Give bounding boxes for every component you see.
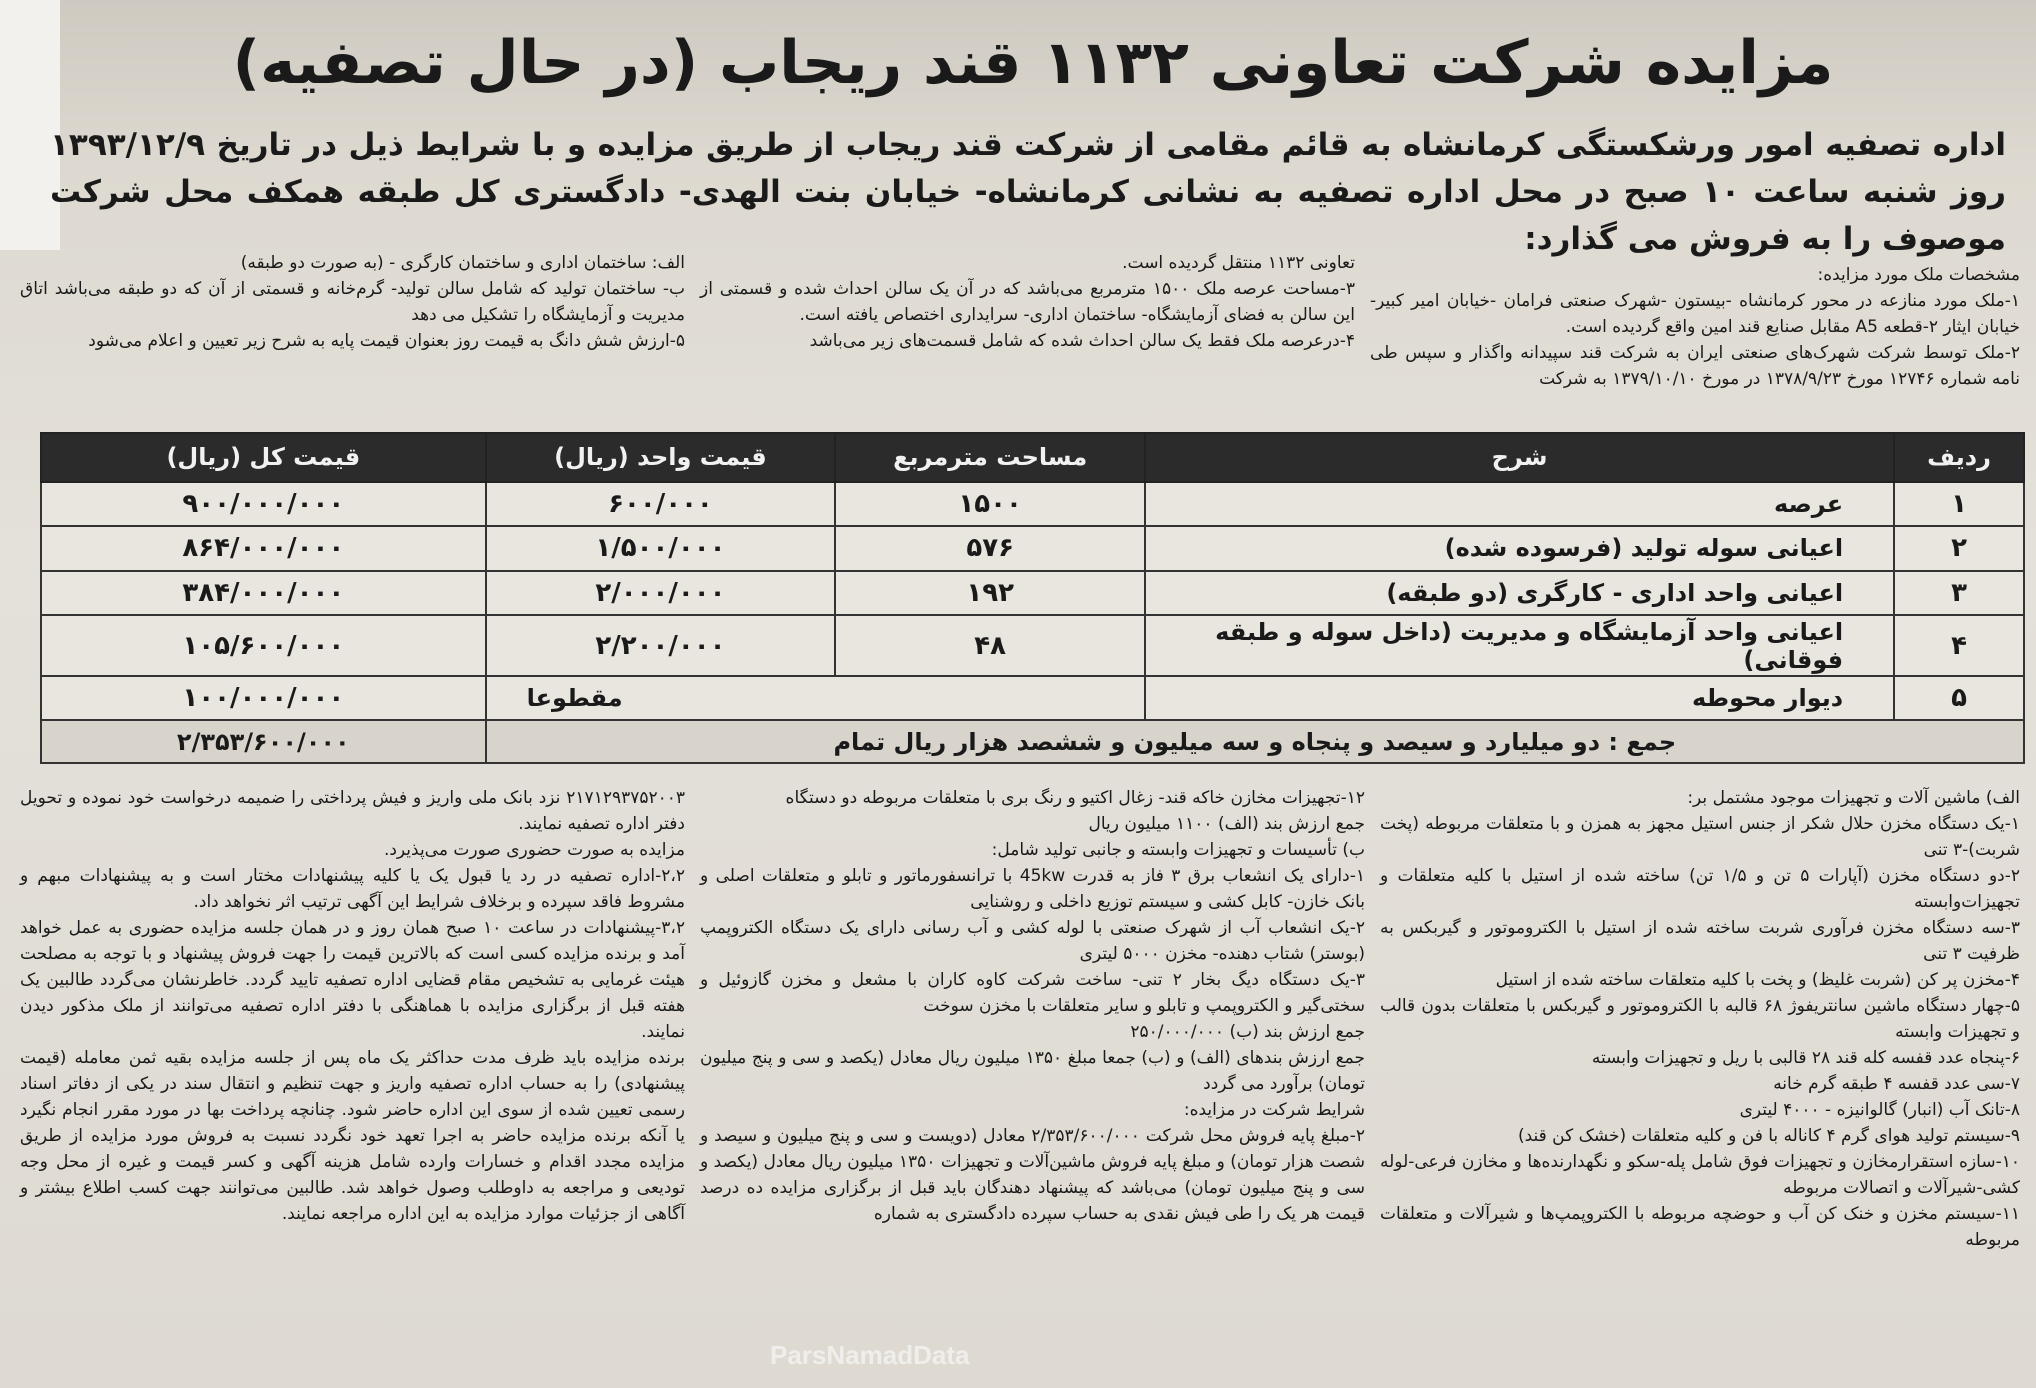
column-text: مشخصات ملک مورد مزایده: <box>1817 265 2020 285</box>
column-text: ۳-سه دستگاه مخزن فرآوری شربت ساخته شده از استیل با الکتروموتور و گیربکس به ظرفیت ۳ تنی <box>1380 918 2020 964</box>
header-cell: شرح <box>1145 433 1894 482</box>
column-text: ب) تأسیسات و تجهیزات وابسته و جانبی تولید شامل: <box>991 840 1365 860</box>
column-text: ۲،۲-اداره تصفیه در رد یا قبول یک یا کلیه پیشنهادات مختار است و به پیشنهادات مبهم و مشروط فاقد سپرده و برخلاف شرایط این آگهی ترتیب اثر نخواهد داد. <box>20 866 685 912</box>
column-text: ۱۲-تجهیزات مخازن خاکه قند- زغال اکتیو و رنگ بری با متعلقات مربوطه دو دستگاه <box>785 788 1365 808</box>
row-number: ۵ <box>1894 676 2024 721</box>
column-text: ۴-درعرصه ملک فقط یک سالن احداث شده که شامل قسمت‌های زیر می‌باشد <box>809 331 1355 351</box>
table-total-row <box>41 720 2024 763</box>
header-cell: قیمت کل (ریال) <box>41 433 486 482</box>
conditions-column <box>20 785 685 1227</box>
property-area-column <box>700 250 1355 354</box>
row-area: ۴۸ <box>835 615 1145 676</box>
column-text: الف: ساختمان اداری و ساختمان کارگری - (به صورت دو طبقه) <box>240 253 685 273</box>
column-text: ۹-سیستم تولید هوای گرم ۴ کاناله با فن و کلیه متعلقات (خشک کن قند) <box>1517 1126 2020 1146</box>
column-text: ۵-چهار دستگاه ماشین سانتریفوژ ۶۸ قالبه با الکتروموتور و گیربکس با متعلقات بدون قالب و تجهیزات وابسته <box>1380 996 2020 1042</box>
watermark: ParsNamadData <box>770 1340 970 1370</box>
column-text: ۳-مساحت عرصه ملک ۱۵۰۰ مترمربع می‌باشد که در آن یک سالن احداث شده و قسمتی از این سالن به فضای آزمایشگاه- ساختمان اداری- سرایداری اختصاص یافته است. <box>700 279 1355 325</box>
equipment-column <box>1380 785 2020 1253</box>
column-text: ۴-مخزن پر کن (شربت غلیظ) و پخت با کلیه متعلقات ساخته شده از استیل <box>1495 970 2020 990</box>
valuation-table <box>40 432 2025 764</box>
row-description: اعیانی سوله تولید (فرسوده شده) <box>1145 526 1894 571</box>
row-unit-price: ۶۰۰/۰۰۰ <box>486 482 836 527</box>
row-number: ۳ <box>1894 571 2024 616</box>
column-text: ۱۰-سازه استقرار‌مخازن و تجهیزات فوق شامل پله-سکو و نگهدارنده‌ها و مخازن فرعی-لوله کشی-شیرآلات و اتصالات مربوطه <box>1380 1152 2020 1198</box>
column-text: تعاونی ۱۱۳۲ منتقل گردیده است. <box>1122 253 1355 273</box>
column-text: جمع ارزش بند (ب) ۲۵۰/۰۰۰/۰۰۰ <box>1130 1022 1365 1042</box>
column-text: ۲-دو دستگاه مخزن (آپارات ۵ تن و ۱/۵ تن) ساخته شده از استیل با کلیه متعلقات و تجهیزات‌وابسته <box>1380 866 2020 912</box>
column-text: ب- ساختمان تولید که شامل سالن تولید- گرم‌خانه و قسمتی از آن که دو طبقه می‌باشد اتاق مدیریت و آزمایشگاه را تشکیل می دهد <box>20 279 685 325</box>
header-cell: مساحت مترمربع <box>835 433 1145 482</box>
row-number: ۲ <box>1894 526 2024 571</box>
property-specs-column <box>1370 262 2020 392</box>
column-text: برنده مزایده باید ظرف مدت حداکثر یک ماه پس از جلسه مزایده بقیه ثمن معامله (قیمت پیشنهادی) را به حساب اداره تصفیه واریز و جهت تنظیم و انتقال سند در یکی از دفاتر اسناد رسمی تعیین شده از سوی این اداره حاضر شود. چنانچه پرداخت بها در مورد مقرر انجام نگیرد یا آنکه برنده مزایده حاضر به اجرا تعهد خود نگردد نسبت به فروش مورد مزایده از طریق مزایده مجدد اقدام و خسارات وارده شامل هزینه آگهی و کسر قیمت و غیره از محل وجه تودیعی و مراجعه به داوطلب وصول خواهد شد. طالبین می‌توانند جهت کسب اطلاع بیشتر و آگاهی از جزئیات موارد مزایده به این اداره مراجعه نمایند. <box>20 1048 685 1224</box>
column-text: ۶-پنجاه عدد قفسه کله قند ۲۸ قالبی با ریل و تجهیزات وابسته <box>1591 1048 2020 1068</box>
header-cell: قیمت واحد (ریال) <box>486 433 836 482</box>
column-text: الف) ماشین آلات و تجهیزات موجود مشتمل بر: <box>1687 788 2020 808</box>
column-text: ۱-دارای یک انشعاب برق ۳ فاز به قدرت 45kw با ترانسفورماتور و تابلو و متعلقات اصلی و بانک خازن- کابل کشی و سیستم توزیع داخلی و روشنایی <box>700 866 1365 912</box>
column-text: جمع ارزش بند (الف) ۱۱۰۰ میلیون ریال <box>1088 814 1365 834</box>
row-total-price: ۸۶۴/۰۰۰/۰۰۰ <box>41 526 486 571</box>
column-text: مزایده به صورت حضوری صورت می‌پذیرد. <box>383 840 685 860</box>
row-description: عرصه <box>1145 482 1894 527</box>
column-text: جمع ارزش بندهای (الف) و (ب) جمعا مبلغ ۱۳۵۰ میلیون ریال معادل (یکصد و سی و پنج میلیون تومان) برآورد می گردد <box>700 1048 1365 1094</box>
column-text: ۷-سی عدد قفسه ۴ طبقه گرم خانه <box>1773 1074 2020 1094</box>
row-area: ۱۵۰۰ <box>835 482 1145 527</box>
table-row <box>41 676 2024 721</box>
column-text: ۲-ملک توسط شرکت شهرک‌های صنعتی ایران به شرکت قند سپیدانه واگذار و سپس طی نامه شماره ۱۲۷۴۶ مورخ ۱۳۷۸/۹/۲۳ در مورخ ۱۳۷۹/۱۰/۱۰ به شرکت <box>1370 343 2020 389</box>
row-number: ۱ <box>1894 482 2024 527</box>
row-total-price: ۳۸۴/۰۰۰/۰۰۰ <box>41 571 486 616</box>
column-text: ۳،۲-پیشنهادات در ساعت ۱۰ صبح همان روز و در همان جلسه مزایده حضوری به عمل خواهد آمد و برنده مزایده کسی است که بالاترین قیمت را جهت فروش پیشنهاد و با توجه به مصلحت هیئت غرمایی به تشخیص مقام قضایی اداره تصفیه تایید گردد. خاطرنشان می‌گردد طالبین یک هفته قبل از برگزاری مزایده با هماهنگی با دفتر اداره تصفیه می‌توانند از ملک مذکور دیدن نمایند. <box>20 918 686 1042</box>
row-unit-price: ۲/۲۰۰/۰۰۰ <box>486 615 836 676</box>
table-header-row <box>41 433 2024 482</box>
table-row <box>41 571 2024 616</box>
row-description: اعیانی واحد آزمایشگاه و مدیریت (داخل سوله و طبقه فوقانی) <box>1145 615 1894 676</box>
row-total-price: ۱۰۰/۰۰۰/۰۰۰ <box>41 676 486 721</box>
column-text: ۲-یک انشعاب آب از شهرک صنعتی با لوله کشی و آب رسانی دارای یک دستگاه الکتروپمپ (بوستر) شتاب دهنده- مخزن ۵۰۰۰ لیتری <box>700 918 1365 964</box>
column-text: ۱۱-سیستم مخزن و خنک کن آب و حوضچه مربوطه با الکتروپمپ‌ها و شیرآلات و متعلقات مربوطه <box>1380 1204 2020 1250</box>
table-row <box>41 615 2024 676</box>
intro-paragraph: اداره تصفیه امور ورشکستگی کرمانشاه به قائم مقامی از شرکت قند ریجاب از طریق مزایده و با شرایط ذیل در تاریخ ۱۳۹۳/۱۲/۹ روز شنبه ساعت ۱۰ صبح در محل اداره تصفیه به نشانی کرمانشاه- خیابان بنت الهدی- دادگستری کل طبقه همکف محل شرکت موصوف را به فروش می گذارد: <box>50 127 2006 257</box>
column-text: ۸-تانک آب (انبار) گالوانیزه - ۴۰۰۰ لیتری <box>1739 1100 2020 1120</box>
page-title: مزایده شرکت تعاونی ۱۱۳۲ قند ریجاب (در حال تصفیه) <box>232 28 1834 98</box>
column-text: ۲-مبلغ پایه فروش محل شرکت ۲/۳۵۳/۶۰۰/۰۰۰ معادل (دویست و سی و پنج میلیون و سیصد و شصت هزار تومان) و مبلغ پایه فروش ماشین‌آلات و تجهیزات ۱۳۵۰ میلیون ریال معادل (یکصد و سی و پنج میلیون تومان) می‌باشد که پیشنهاد دهندگان باید قبل از برگزاری مزایده ده درصد قیمت هر یک را طی فیش نقدی به حساب سپرده دادگستری به شماره <box>700 1126 1366 1224</box>
facilities-column <box>700 785 1365 1227</box>
row-total-price: ۹۰۰/۰۰۰/۰۰۰ <box>41 482 486 527</box>
row-area: ۱۹۲ <box>835 571 1145 616</box>
column-text: ۱-یک دستگاه مخزن حلال شکر از جنس استیل مجهز به همزن و با متعلقات مربوطه (پخت شربت)-۳ تنی <box>1380 814 2020 860</box>
row-description: دیوار محوطه <box>1145 676 1894 721</box>
column-text: ۵-ارزش شش دانگ به قیمت روز بعنوان قیمت پایه به شرح زیر تعیین و اعلام می‌شود <box>88 331 685 351</box>
total-amount: ۲/۳۵۳/۶۰۰/۰۰۰ <box>41 720 486 763</box>
table-row <box>41 482 2024 527</box>
row-area: ۵۷۶ <box>835 526 1145 571</box>
row-lumpsum: مقطوعا <box>486 676 1145 721</box>
column-text: ۳-یک دستگاه دیگ بخار ۲ تنی- ساخت شرکت کاوه کاران با مشعل و مخزن گازوئیل و سختی‌گیر و الکتروپمپ و تابلو و سایر متعلقات با مخزن سوخت <box>700 970 1365 1016</box>
row-total-price: ۱۰۵/۶۰۰/۰۰۰ <box>41 615 486 676</box>
column-text: ۲۱۷۱۲۹۳۷۵۲۰۰۳ نزد بانک ملی واریز و فیش پرداختی را ضمیمه درخواست خود نموده و تحویل دفتر اداره تصفیه نمایند. <box>20 788 685 834</box>
row-number: ۴ <box>1894 615 2024 676</box>
column-text: ۱-ملک مورد منازعه در محور کرمانشاه -بیستون -شهرک صنعتی فرامان -خیابان امیر کبیر-خیابان ایثار ۲-قطعه A5 مقابل صنایع قند امین واقع گردیده است. <box>1370 291 2020 337</box>
row-unit-price: ۱/۵۰۰/۰۰۰ <box>486 526 836 571</box>
building-parts-column <box>20 250 685 354</box>
row-unit-price: ۲/۰۰۰/۰۰۰ <box>486 571 836 616</box>
header-cell: ردیف <box>1894 433 2024 482</box>
total-text: جمع : دو میلیارد و سیصد و پنجاه و سه میلیون و ششصد هزار ریال تمام <box>486 720 2024 763</box>
column-text: شرایط شرکت در مزایده: <box>1183 1100 1365 1120</box>
row-description: اعیانی واحد اداری - کارگری (دو طبقه) <box>1145 571 1894 616</box>
table-row <box>41 526 2024 571</box>
